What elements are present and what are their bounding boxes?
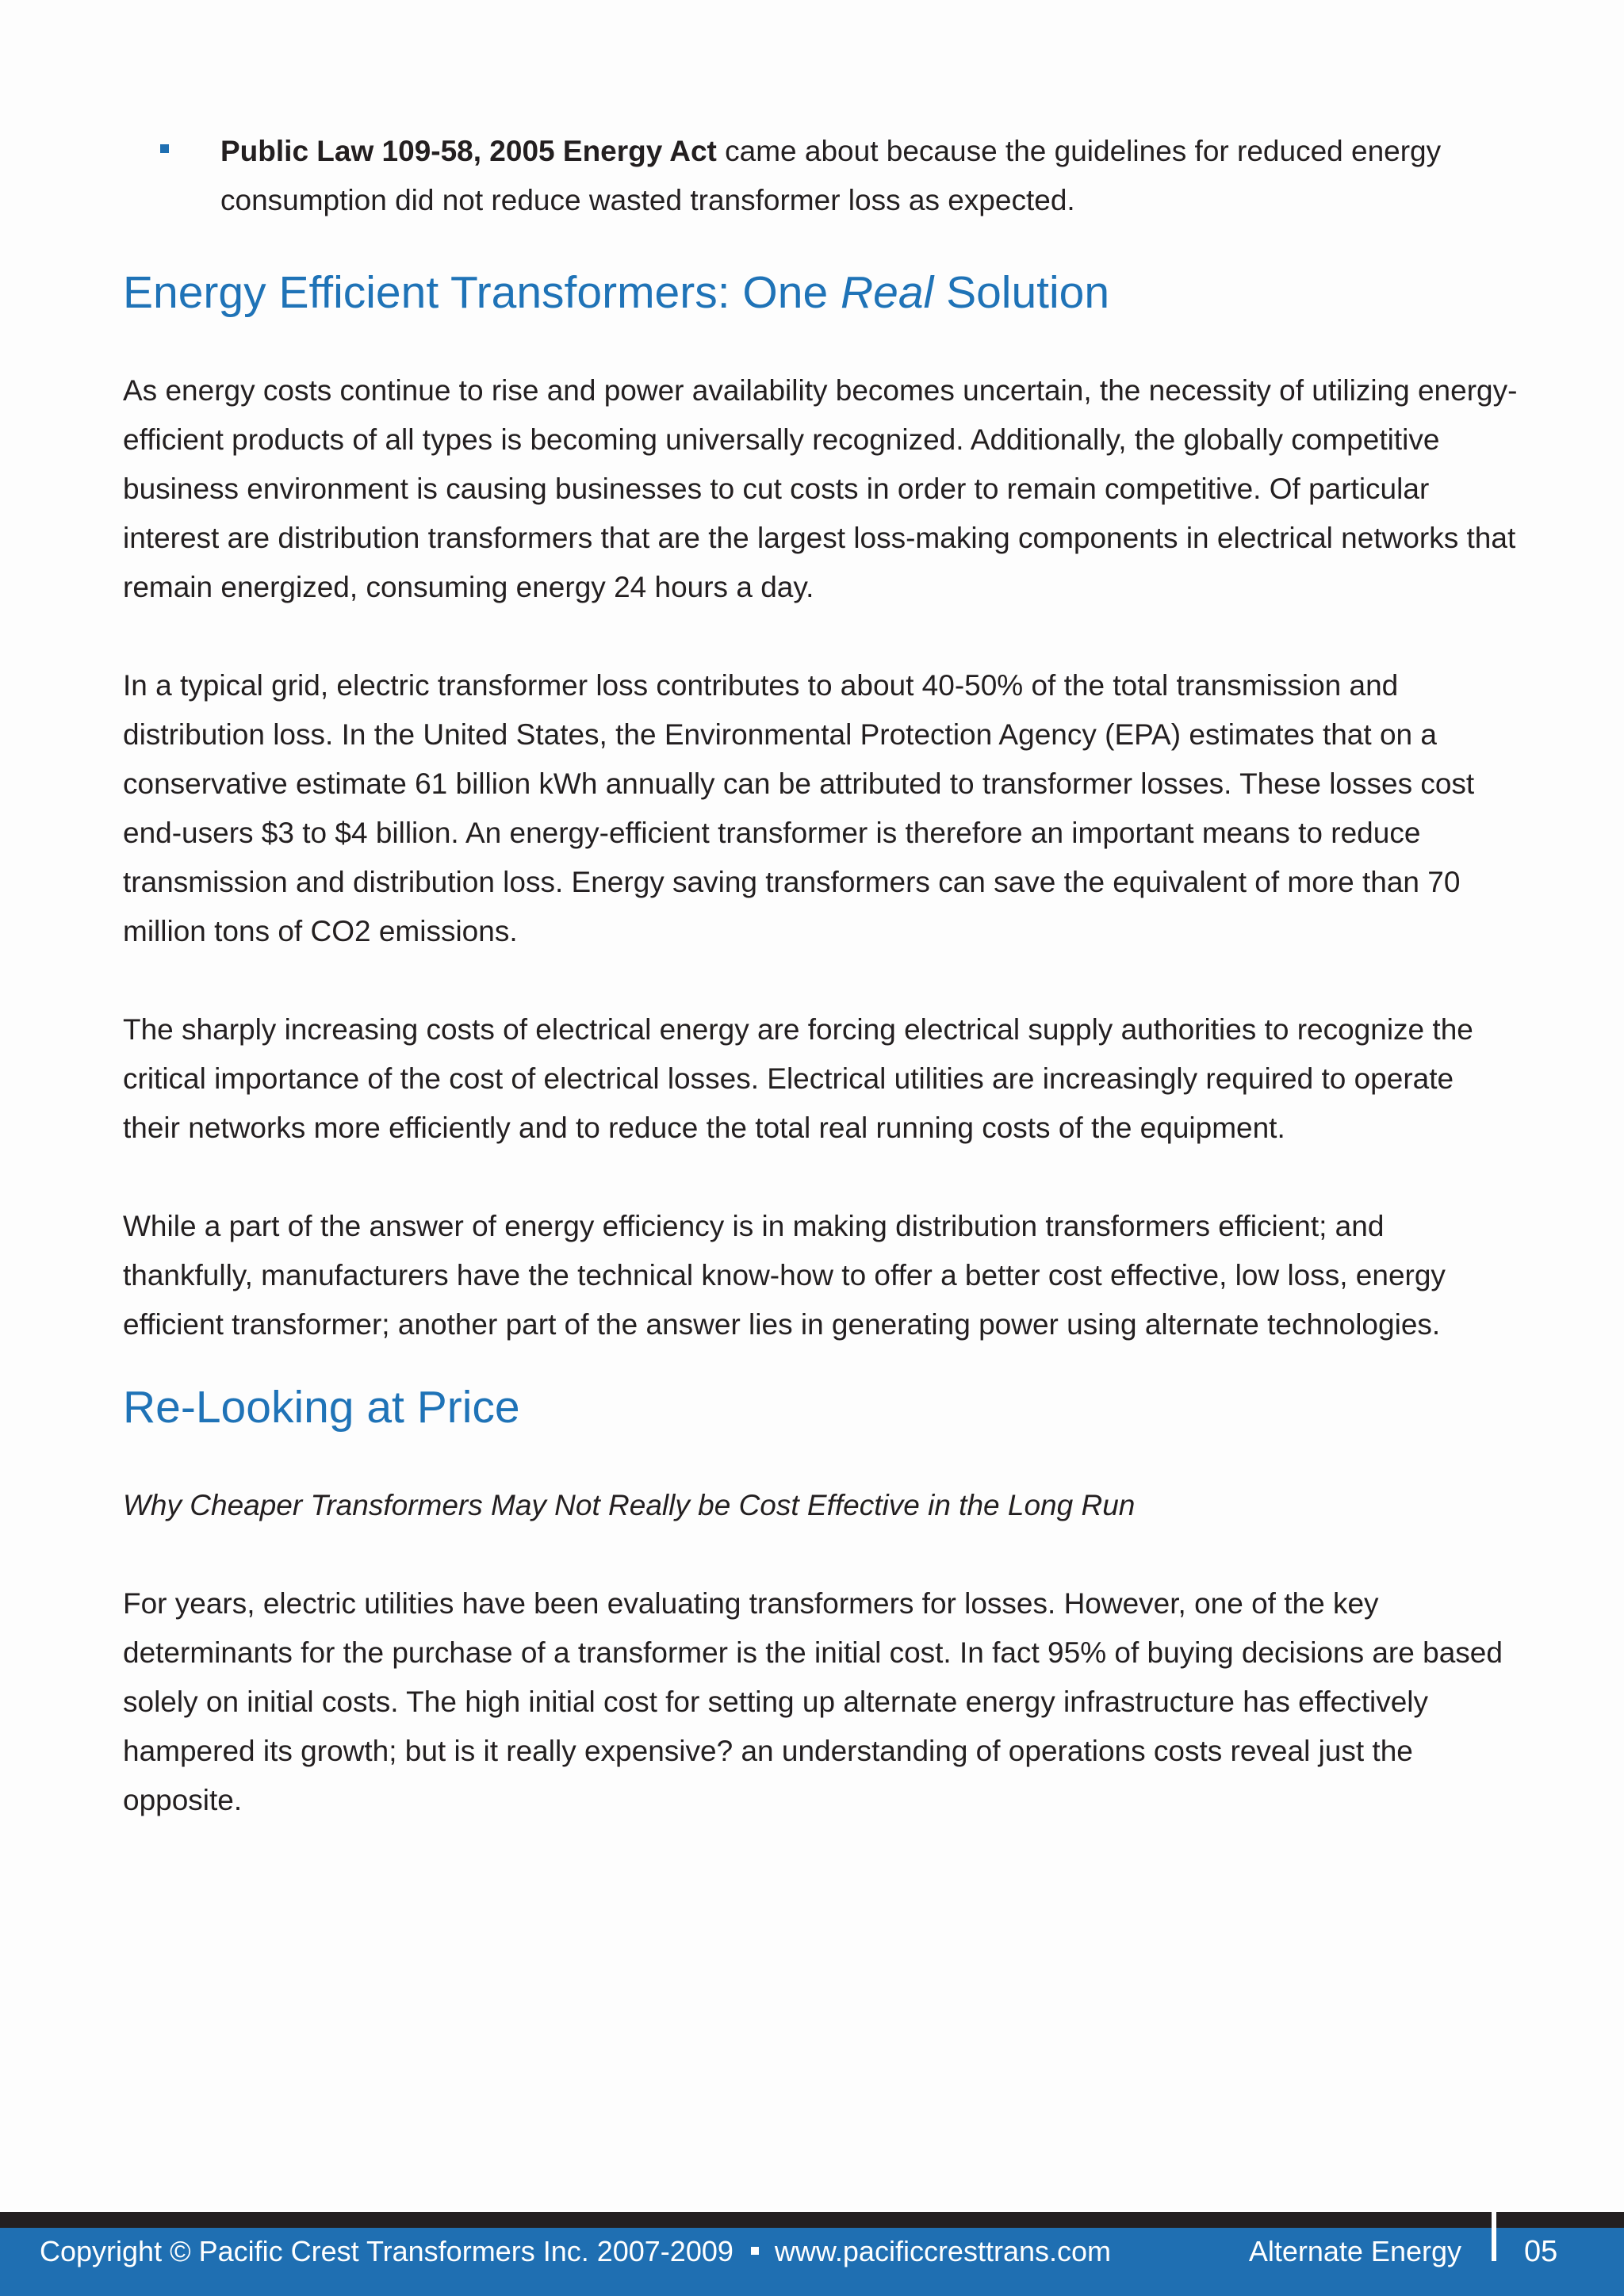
- square-separator-icon: [751, 2247, 759, 2255]
- copyright-text: Copyright © Pacific Crest Transformers Inc. 2007-2009: [40, 2235, 733, 2267]
- heading-text-end: Solution: [933, 267, 1110, 318]
- paragraph: In a typical grid, electric transformer loss contributes to about 40-50% of the total transmission and distribution loss. In the United States, the Environmental Protection Agency (EPA) estimates that on a conservative estimate 61 billion kWh annually can be attributed to transformer losses. These losses cost end-users $3 to $4 billion. An energy-efficient transformer is therefore an important means to reduce transmission and distribution loss. Energy saving transformers can save the equivalent of more than 70 million tons of CO2 emissions.: [123, 669, 1475, 947]
- website-link[interactable]: www.pacificcresttrans.com: [774, 2235, 1111, 2267]
- page-content: [123, 127, 1519, 1825]
- section-heading-energy-efficient: [123, 265, 1519, 320]
- paragraph: While a part of the answer of energy efficiency is in making distribution transformers efficient; and thankfully, manufacturers have the technical know-how to offer a better cost effective, low loss, energy efficient transformer; another part of the answer lies in generating power using alternate technologies.: [123, 1210, 1446, 1341]
- section-heading-re-looking-at-price: Re-Looking at Price: [123, 1382, 520, 1433]
- footer-section-name: Alternate Energy: [1248, 2235, 1461, 2267]
- footer-copyright-line: [40, 2228, 1111, 2275]
- square-bullet-icon: [160, 144, 169, 153]
- bullet-text: came about because the guidelines for reduced energy consumption did not reduce wasted transformer loss as expected.: [220, 135, 1442, 216]
- page-number: 05: [1524, 2235, 1558, 2268]
- footer-divider: [1492, 2212, 1496, 2261]
- section-subtitle: Why Cheaper Transformers May Not Really be Cost Effective in the Long Run: [123, 1489, 1136, 1521]
- paragraph: The sharply increasing costs of electrical energy are forcing electrical supply authorities to recognize the critical importance of the cost of electrical losses. Electrical utilities are increasingly required to operate their networks more efficiently and to reduce the total real running costs of the equipment.: [123, 1013, 1473, 1144]
- footer-top-rule: [0, 2212, 1624, 2228]
- paragraph: For years, electric utilities have been evaluating transformers for losses. However, one of the key determinants for the purchase of a transformer is the initial cost. In fact 95% of buying decisions are based solely on initial costs. The high initial cost for setting up alternate energy infrastructure has effectively hampered its growth; but is it really expensive? an understanding of operations costs reveal just the opposite.: [123, 1587, 1503, 1816]
- bullet-bold-text: Public Law 109-58, 2005 Energy Act: [220, 135, 717, 167]
- paragraph: As energy costs continue to rise and power availability becomes uncertain, the necessity of utilizing energy-efficient products of all types is becoming universally recognized. Additionally, the globally competitive business environment is causing businesses to cut costs in order to remain competitive. Of particular interest are distribution transformers that are the largest loss-making components in electrical networks that remain energized, consuming energy 24 hours a day.: [123, 374, 1518, 603]
- heading-text-start: Energy Efficient Transformers: One: [123, 267, 841, 318]
- heading-text-italic: Real: [841, 267, 934, 318]
- bullet-item: [123, 127, 1519, 225]
- page-footer: [0, 2228, 1624, 2296]
